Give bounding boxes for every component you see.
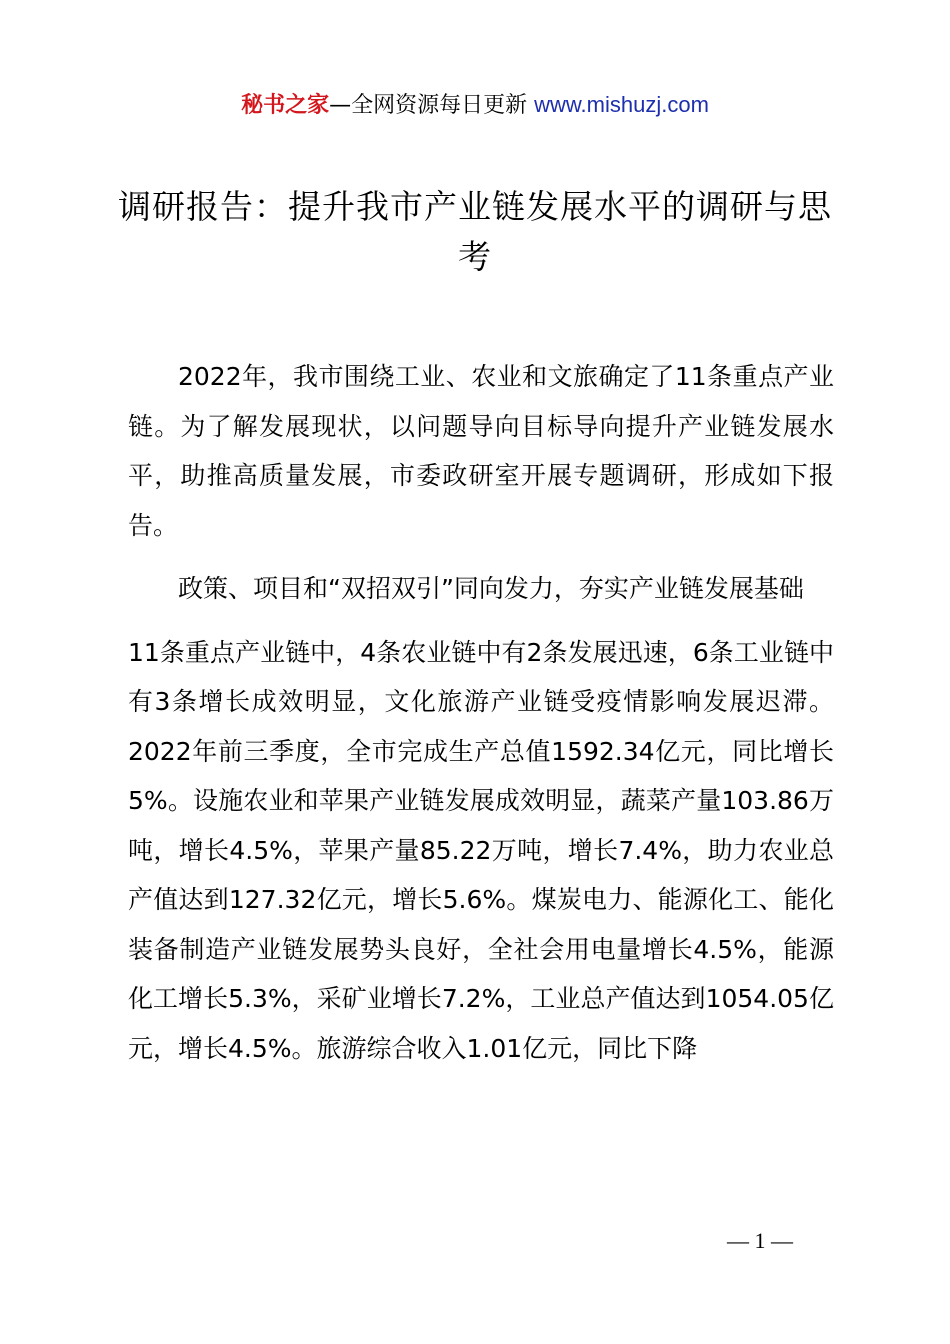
- paragraph-intro: 2022年，我市围绕工业、农业和文旅确定了11条重点产业链。为了解发展现状，以问题导向目标导向提升产业链发展水平，助推高质量发展，市委政研室开展专题调研，形成如下报告。: [128, 362, 834, 540]
- document-title: 调研报告：提升我市产业链发展水平的调研与思考: [118, 187, 832, 276]
- site-url-link[interactable]: www.mishuzj.com: [534, 92, 709, 117]
- page-number: — 1 —: [727, 1228, 793, 1253]
- site-header: [0, 88, 950, 123]
- document-body: [128, 352, 834, 1073]
- section-heading: 政策、项目和“双招双引”同向发力，夯实产业链发展基础: [178, 574, 804, 603]
- paragraph-body: 11条重点产业链中，4条农业链中有2条发展迅速，6条工业链中有3条增长成效明显，文化旅游产业链受疫情影响发展迟滞。2022年前三季度，全市完成生产总值1592.34亿元，同比增长5%。设施农业和苹果产业链发展成效明显，蔬菜产量103.86万吨，增长4.5%，苹果产量85.22万吨，增长7.4%，助力农业总产值达到127.32亿元，增长5.6%。煤炭电力、能源化工、能化装备制造产业链发展势头良好，全社会用电量增长4.5%，能源化工增长5.3%，采矿业增长7.2%，工业总产值达到1054.05亿元，增长4.5%。旅游综合收入1.01亿元，同比下降: [128, 637, 834, 1063]
- site-brand: 秘书之家: [241, 93, 330, 118]
- site-tagline: —全网资源每日更新: [329, 93, 528, 118]
